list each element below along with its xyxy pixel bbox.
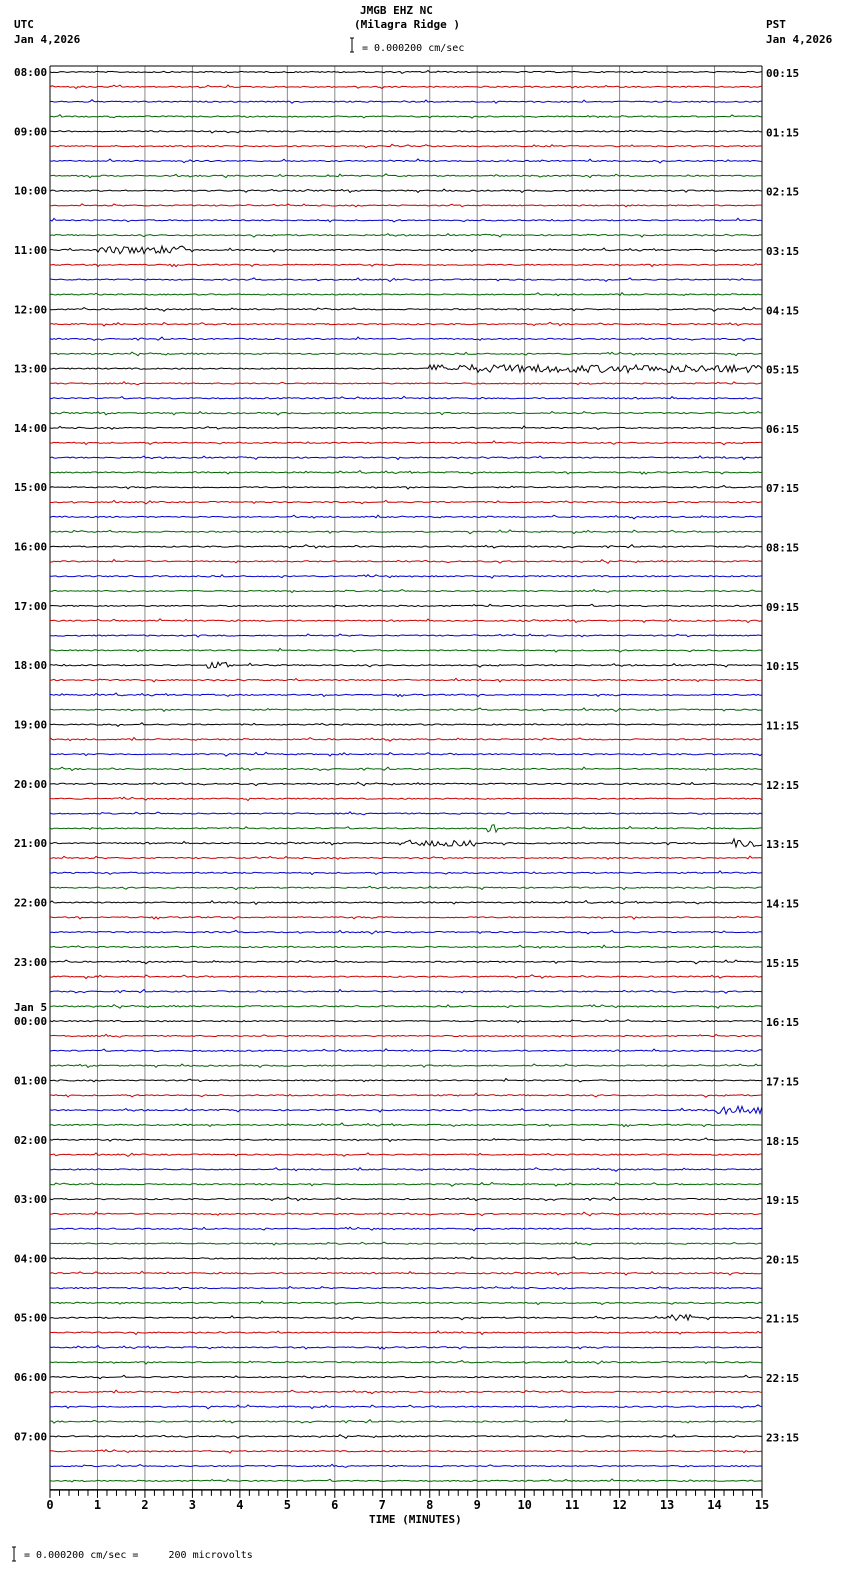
trace-line bbox=[50, 130, 762, 133]
left-time-label: 08:00 bbox=[14, 66, 48, 79]
trace-line bbox=[50, 1242, 762, 1245]
right-time-label: 13:15 bbox=[766, 838, 800, 852]
trace-line bbox=[50, 1138, 762, 1142]
trace-line bbox=[50, 396, 762, 399]
trace-line bbox=[50, 1405, 762, 1409]
trace-line bbox=[50, 100, 762, 104]
trace-line bbox=[50, 246, 762, 254]
trace-line bbox=[50, 648, 762, 652]
trace-line bbox=[50, 1005, 762, 1009]
trace-line bbox=[50, 886, 762, 889]
x-tick-label: 7 bbox=[378, 1497, 386, 1512]
right-time-label: 20:15 bbox=[766, 1253, 800, 1267]
footer-scale: = 0.000200 cm/sec = 200 microvolts bbox=[24, 1550, 253, 1561]
trace-line bbox=[50, 1435, 762, 1439]
trace-line bbox=[50, 1301, 762, 1305]
trace-line bbox=[50, 322, 762, 326]
left-time-label: 21:00 bbox=[14, 837, 48, 851]
trace-line bbox=[50, 189, 762, 192]
trace-line bbox=[50, 293, 762, 296]
scale-label: = 0.000200 cm/sec bbox=[362, 43, 465, 54]
left-date: Jan 4,2026 bbox=[14, 33, 81, 46]
left-time-label: 03:00 bbox=[14, 1193, 48, 1207]
trace-line bbox=[50, 693, 762, 697]
x-tick-label: 5 bbox=[283, 1497, 291, 1512]
left-time-label: 01:00 bbox=[14, 1074, 48, 1088]
trace-line bbox=[50, 1212, 762, 1216]
right-time-label: 21:15 bbox=[766, 1312, 800, 1326]
left-time-label: 06:00 bbox=[14, 1371, 48, 1385]
trace-line bbox=[50, 1153, 762, 1157]
right-time-label: 18:15 bbox=[766, 1134, 800, 1148]
trace-line bbox=[50, 85, 762, 89]
trace-line bbox=[50, 530, 762, 534]
left-time-label: 12:00 bbox=[14, 303, 48, 317]
scale-bar-icon bbox=[350, 38, 354, 52]
trace-line bbox=[50, 515, 762, 519]
right-time-label: 01:15 bbox=[766, 126, 800, 140]
trace-line bbox=[50, 204, 762, 207]
station-name: (Milagra Ridge ) bbox=[354, 18, 460, 31]
date-change-label: Jan 5 bbox=[14, 1001, 48, 1015]
right-time-label: 19:15 bbox=[766, 1194, 800, 1208]
trace-line bbox=[50, 604, 762, 607]
trace-line bbox=[50, 144, 762, 147]
trace-line bbox=[50, 1106, 762, 1114]
right-time-label: 10:15 bbox=[766, 660, 800, 674]
right-time-label: 11:15 bbox=[766, 719, 800, 733]
left-time-label: 11:00 bbox=[14, 243, 48, 257]
right-time-label: 08:15 bbox=[766, 541, 800, 555]
left-timezone: UTC bbox=[14, 18, 34, 31]
trace-line bbox=[50, 812, 762, 815]
trace-line bbox=[50, 560, 762, 564]
trace-line bbox=[50, 767, 762, 771]
x-tick-label: 10 bbox=[517, 1497, 532, 1512]
trace-line bbox=[50, 365, 762, 373]
trace-line bbox=[50, 945, 762, 948]
trace-line bbox=[50, 1257, 762, 1260]
trace-line bbox=[50, 471, 762, 475]
left-time-label: 18:00 bbox=[14, 659, 48, 673]
left-time-label: 20:00 bbox=[14, 777, 48, 791]
left-time-label: 22:00 bbox=[14, 896, 48, 910]
trace-line bbox=[50, 456, 762, 460]
left-time-label: 02:00 bbox=[14, 1133, 48, 1147]
trace-line bbox=[50, 839, 762, 847]
trace-line bbox=[50, 159, 762, 163]
left-time-label: 16:00 bbox=[14, 540, 48, 554]
trace-line bbox=[50, 871, 762, 875]
station-title: JMGB EHZ NC bbox=[360, 4, 433, 17]
trace-line bbox=[50, 1479, 762, 1482]
trace-line bbox=[50, 278, 762, 282]
left-time-label: 09:00 bbox=[14, 125, 48, 139]
trace-line bbox=[50, 337, 762, 341]
x-tick-label: 9 bbox=[473, 1497, 481, 1512]
trace-line bbox=[50, 1464, 762, 1467]
left-time-label: 10:00 bbox=[14, 184, 48, 198]
trace-line bbox=[50, 1182, 762, 1186]
x-tick-label: 4 bbox=[236, 1497, 244, 1512]
left-time-label: 15:00 bbox=[14, 481, 48, 495]
left-time-label: 05:00 bbox=[14, 1311, 48, 1325]
right-time-label: 00:15 bbox=[766, 67, 800, 80]
x-tick-label: 1 bbox=[93, 1497, 102, 1512]
x-tick-label: 11 bbox=[564, 1497, 580, 1512]
right-time-label: 14:15 bbox=[766, 897, 800, 911]
left-time-label: 04:00 bbox=[14, 1252, 48, 1266]
trace-line bbox=[50, 1168, 762, 1172]
trace-line bbox=[50, 856, 762, 859]
trace-line bbox=[50, 1361, 762, 1365]
trace-line bbox=[50, 218, 762, 222]
trace-line bbox=[50, 1020, 762, 1023]
trace-line bbox=[50, 1287, 762, 1290]
trace-line bbox=[50, 930, 762, 934]
x-tick-label: 13 bbox=[659, 1497, 675, 1512]
right-time-label: 05:15 bbox=[766, 363, 800, 377]
trace-line bbox=[50, 825, 762, 832]
right-time-label: 07:15 bbox=[766, 482, 800, 496]
left-time-label: 00:00 bbox=[14, 1015, 48, 1029]
trace-line bbox=[50, 426, 762, 429]
right-time-label: 02:15 bbox=[766, 185, 800, 199]
right-timezone: PST bbox=[766, 18, 786, 31]
trace-line bbox=[50, 352, 762, 356]
left-time-label: 07:00 bbox=[14, 1430, 48, 1444]
trace-line bbox=[50, 589, 762, 592]
trace-line bbox=[50, 174, 762, 178]
right-time-label: 04:15 bbox=[766, 304, 800, 318]
x-tick-label: 15 bbox=[754, 1497, 770, 1512]
trace-line bbox=[50, 71, 762, 74]
trace-line bbox=[50, 975, 762, 979]
trace-line bbox=[50, 441, 762, 445]
trace-line bbox=[50, 412, 762, 416]
left-time-label: 17:00 bbox=[14, 599, 48, 613]
right-time-label: 16:15 bbox=[766, 1016, 800, 1030]
trace-line bbox=[50, 752, 762, 756]
trace-line bbox=[50, 916, 762, 919]
trace-line bbox=[50, 1390, 762, 1394]
left-time-label: 23:00 bbox=[14, 955, 48, 969]
trace-line bbox=[50, 678, 762, 682]
trace-line bbox=[50, 723, 762, 727]
trace-line bbox=[50, 500, 762, 504]
trace-line bbox=[50, 264, 762, 267]
trace-line bbox=[50, 634, 762, 637]
trace-line bbox=[50, 901, 762, 905]
left-time-label: 13:00 bbox=[14, 362, 48, 376]
x-tick-label: 14 bbox=[707, 1497, 722, 1512]
trace-line bbox=[50, 662, 762, 668]
right-time-label: 06:15 bbox=[766, 422, 800, 436]
x-tick-label: 2 bbox=[141, 1497, 149, 1512]
right-time-label: 15:15 bbox=[766, 956, 800, 970]
trace-line bbox=[50, 708, 762, 712]
trace-line bbox=[50, 1197, 762, 1201]
trace-line bbox=[50, 960, 762, 964]
trace-line bbox=[50, 1375, 762, 1379]
footer-scale-bar-icon bbox=[12, 1547, 16, 1561]
trace-line bbox=[50, 782, 762, 786]
trace-line bbox=[50, 382, 762, 385]
trace-line bbox=[50, 1331, 762, 1335]
trace-line bbox=[50, 1227, 762, 1231]
right-time-label: 03:15 bbox=[766, 244, 800, 258]
left-time-label: 19:00 bbox=[14, 718, 48, 732]
trace-line bbox=[50, 1271, 762, 1275]
trace-line bbox=[50, 1049, 762, 1052]
trace-line bbox=[50, 115, 762, 118]
x-tick-label: 3 bbox=[188, 1497, 197, 1512]
x-axis-label: TIME (MINUTES) bbox=[369, 1513, 462, 1526]
trace-line bbox=[50, 1034, 762, 1037]
right-time-label: 17:15 bbox=[766, 1075, 800, 1089]
trace-line bbox=[50, 1450, 762, 1453]
trace-line bbox=[50, 797, 762, 800]
trace-line bbox=[50, 619, 762, 623]
right-time-label: 22:15 bbox=[766, 1372, 800, 1386]
right-time-label: 23:15 bbox=[766, 1431, 800, 1445]
right-time-label: 12:15 bbox=[766, 778, 800, 792]
trace-line bbox=[50, 575, 762, 579]
trace-line bbox=[50, 1093, 762, 1097]
x-tick-label: 6 bbox=[331, 1497, 339, 1512]
x-tick-label: 12 bbox=[612, 1497, 627, 1512]
x-tick-label: 8 bbox=[426, 1497, 434, 1512]
x-tick-label: 0 bbox=[46, 1497, 54, 1512]
trace-line bbox=[50, 990, 762, 994]
trace-line bbox=[50, 1079, 762, 1082]
right-date: Jan 4,2026 bbox=[766, 33, 833, 46]
trace-line bbox=[50, 1346, 762, 1350]
trace-line bbox=[50, 545, 762, 548]
trace-line bbox=[50, 307, 762, 311]
right-time-label: 09:15 bbox=[766, 600, 800, 614]
trace-line bbox=[50, 1315, 762, 1321]
trace-line bbox=[50, 1064, 762, 1068]
trace-line bbox=[50, 234, 762, 237]
trace-line bbox=[50, 1123, 762, 1127]
trace-line bbox=[50, 486, 762, 490]
trace-line bbox=[50, 1420, 762, 1424]
left-time-label: 14:00 bbox=[14, 421, 48, 435]
trace-line bbox=[50, 738, 762, 742]
